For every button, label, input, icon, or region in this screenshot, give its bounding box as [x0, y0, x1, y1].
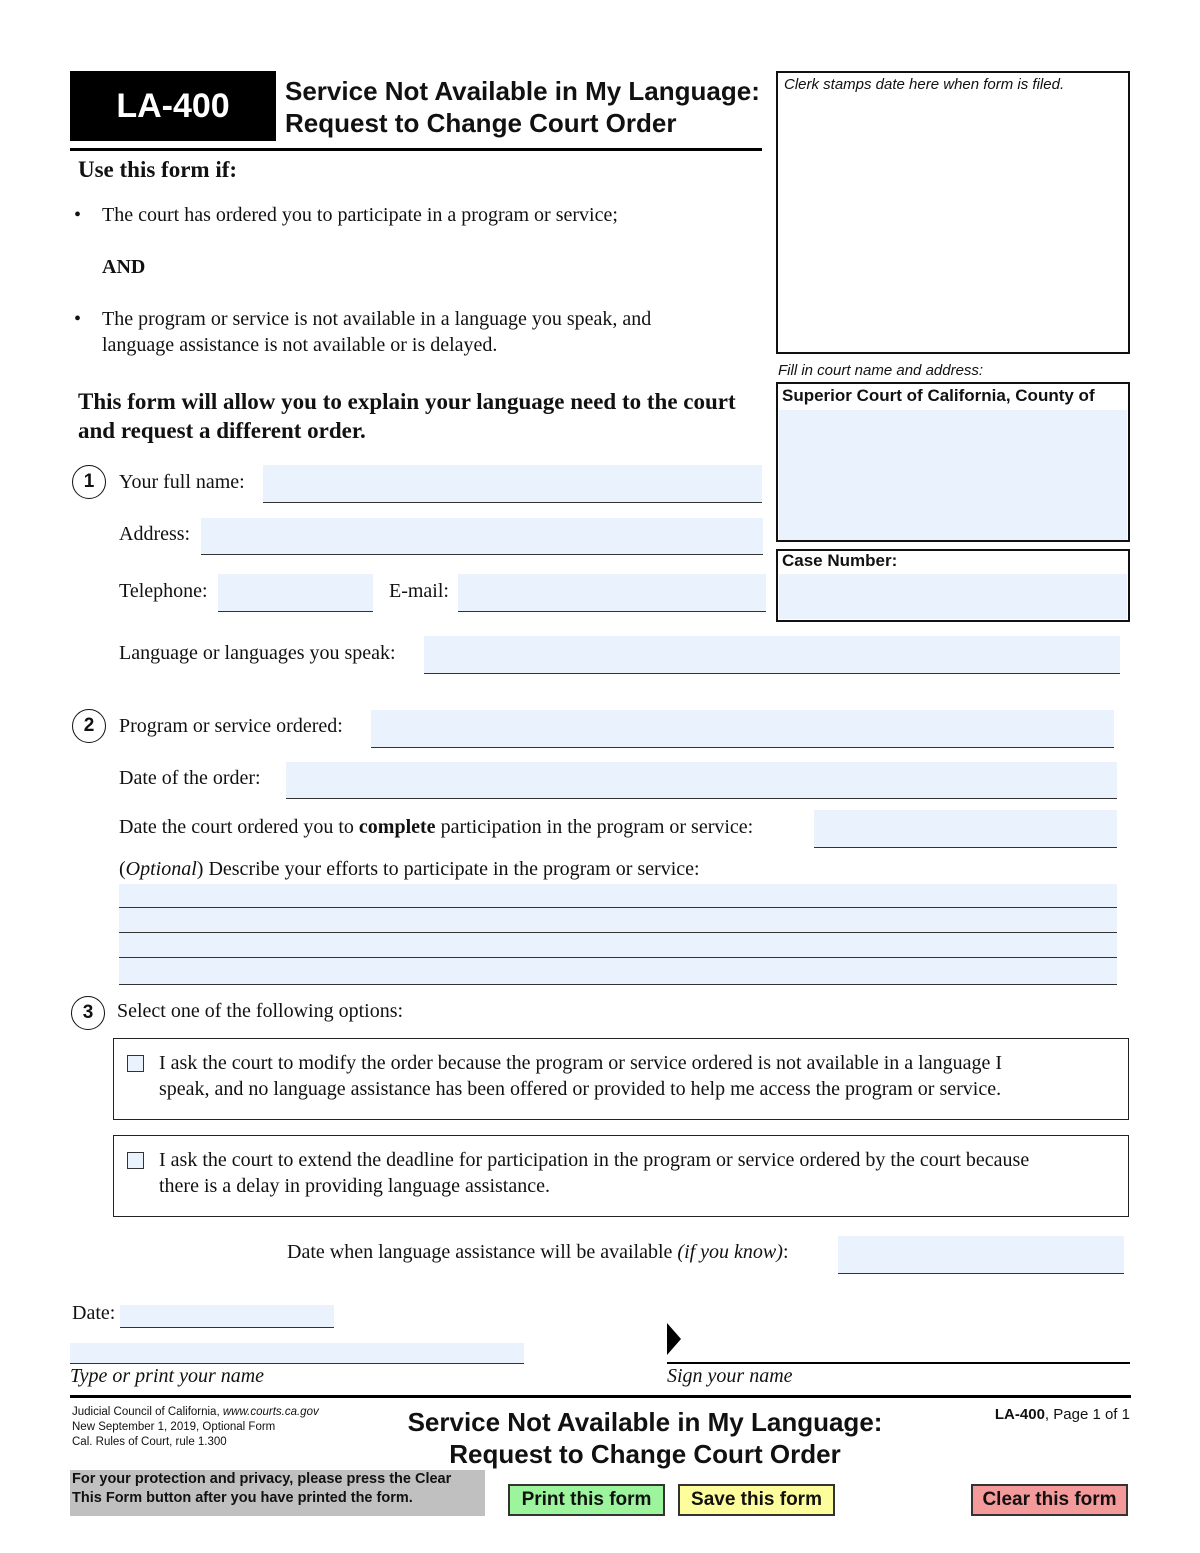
form-title-line2: Request to Change Court Order	[285, 108, 677, 138]
option-2-text-line1: I ask the court to extend the deadline for participation in the program or service ordered by the court because	[159, 1149, 1030, 1171]
privacy-notice-line1: For your protection and privacy, please press the Clear	[72, 1471, 452, 1487]
bullet-2-text-line2: language assistance is not available or is delayed.	[102, 334, 498, 356]
option-2-text-line2: there is a delay in providing language assistance.	[159, 1175, 550, 1197]
option-2-checkbox[interactable]	[127, 1152, 144, 1169]
footer-revised: New September 1, 2019, Optional Form	[72, 1421, 276, 1433]
address-field[interactable]	[201, 518, 763, 555]
bullet-1-text: The court has ordered you to participate in a program or service;	[102, 204, 618, 226]
privacy-notice-line2: This Form button after you have printed the form.	[72, 1490, 413, 1506]
complete-date-label	[119, 816, 753, 839]
complete-date-label-pre: Date the court ordered you to	[119, 816, 359, 838]
available-date-field[interactable]	[838, 1236, 1124, 1274]
case-number-field[interactable]	[779, 574, 1127, 619]
section-1-number: 1	[72, 465, 106, 499]
footer-form-code: LA-400	[994, 1406, 1045, 1423]
complete-date-label-bold: complete	[358, 816, 436, 838]
and-text: AND	[102, 256, 146, 278]
efforts-textarea[interactable]	[119, 884, 1117, 985]
efforts-label	[119, 858, 700, 881]
order-date-label: Date of the order:	[119, 767, 261, 789]
telephone-label: Telephone:	[119, 580, 208, 602]
email-field[interactable]	[458, 574, 766, 612]
available-date-label-italic: (if you know)	[677, 1241, 783, 1263]
language-label: Language or languages you speak:	[119, 642, 396, 664]
option-1-text-line2: speak, and no language assistance has been offered or provided to help me access the program or service.	[159, 1078, 1002, 1100]
clear-form-button[interactable]: Clear this form	[971, 1484, 1128, 1516]
program-label: Program or service ordered:	[119, 715, 343, 737]
court-name-field[interactable]	[779, 410, 1127, 540]
option-1-checkbox[interactable]	[127, 1055, 144, 1072]
available-date-label-post: :	[782, 1241, 789, 1263]
save-form-button[interactable]: Save this form	[678, 1484, 835, 1516]
sign-name-label: Sign your name	[667, 1365, 793, 1387]
footer-council	[72, 1406, 319, 1418]
telephone-field[interactable]	[218, 574, 373, 612]
footer-rules: Cal. Rules of Court, rule 1.300	[72, 1436, 227, 1448]
case-number-label: Case Number:	[782, 551, 898, 570]
footer-rule	[70, 1395, 1131, 1398]
efforts-label-rest: ) Describe your efforts to participate in the program or service:	[196, 858, 700, 880]
date-field[interactable]	[120, 1305, 334, 1328]
bullet-2-text-line1: The program or service is not available in a language you speak, and	[102, 308, 652, 330]
bullet-2: •	[74, 308, 82, 330]
allow-text-line2: and request a different order.	[78, 418, 366, 443]
efforts-label-optional: Optional	[125, 858, 197, 880]
available-date-label	[287, 1241, 789, 1264]
footer-title-line1: Service Not Available in My Language:	[407, 1407, 883, 1437]
print-name-field[interactable]	[70, 1343, 524, 1364]
court-caption: Fill in court name and address:	[778, 362, 984, 379]
complete-date-label-post: participation in the program or service:	[435, 816, 754, 838]
allow-text-line1: This form will allow you to explain your language need to the court	[78, 389, 736, 414]
signature-arrow-icon	[667, 1323, 681, 1355]
order-date-field[interactable]	[286, 762, 1117, 799]
program-field[interactable]	[371, 710, 1114, 748]
available-date-label-pre: Date when language assistance will be available	[287, 1241, 678, 1263]
header-rule	[70, 148, 762, 151]
footer-title-line2: Request to Change Court Order	[449, 1439, 841, 1469]
clerk-stamp-note: Clerk stamps date here when form is filed.	[784, 76, 1065, 93]
print-name-label: Type or print your name	[70, 1365, 265, 1387]
footer-council-text: Judicial Council of California,	[72, 1406, 223, 1418]
footer-website: www.courts.ca.gov	[222, 1406, 319, 1418]
clerk-stamp-box	[776, 71, 1130, 354]
form-title-line1: Service Not Available in My Language:	[285, 76, 760, 106]
full-name-field[interactable]	[263, 465, 762, 503]
address-label: Address:	[119, 523, 191, 545]
efforts-label-open: (	[119, 858, 126, 880]
complete-date-field[interactable]	[814, 810, 1117, 848]
email-label: E-mail:	[389, 580, 449, 602]
privacy-notice	[70, 1470, 485, 1516]
print-form-button[interactable]: Print this form	[508, 1484, 665, 1516]
form-code-badge: LA-400	[70, 71, 276, 141]
date-label: Date:	[72, 1302, 116, 1324]
footer-page-text: , Page 1 of 1	[1044, 1406, 1130, 1423]
signature-line[interactable]	[667, 1362, 1130, 1364]
section-2-number: 2	[72, 709, 106, 743]
full-name-label: Your full name:	[119, 471, 245, 493]
section-3-number: 3	[71, 996, 105, 1030]
language-field[interactable]	[424, 636, 1120, 674]
option-1-text-line1: I ask the court to modify the order because the program or service ordered is not available in a language I	[159, 1052, 1003, 1074]
use-form-if-heading: Use this form if:	[78, 157, 238, 182]
bullet-1: •	[74, 204, 82, 226]
court-heading: Superior Court of California, County of	[782, 386, 1095, 405]
footer-page-info	[995, 1406, 1130, 1423]
select-options-label: Select one of the following options:	[117, 1000, 404, 1022]
